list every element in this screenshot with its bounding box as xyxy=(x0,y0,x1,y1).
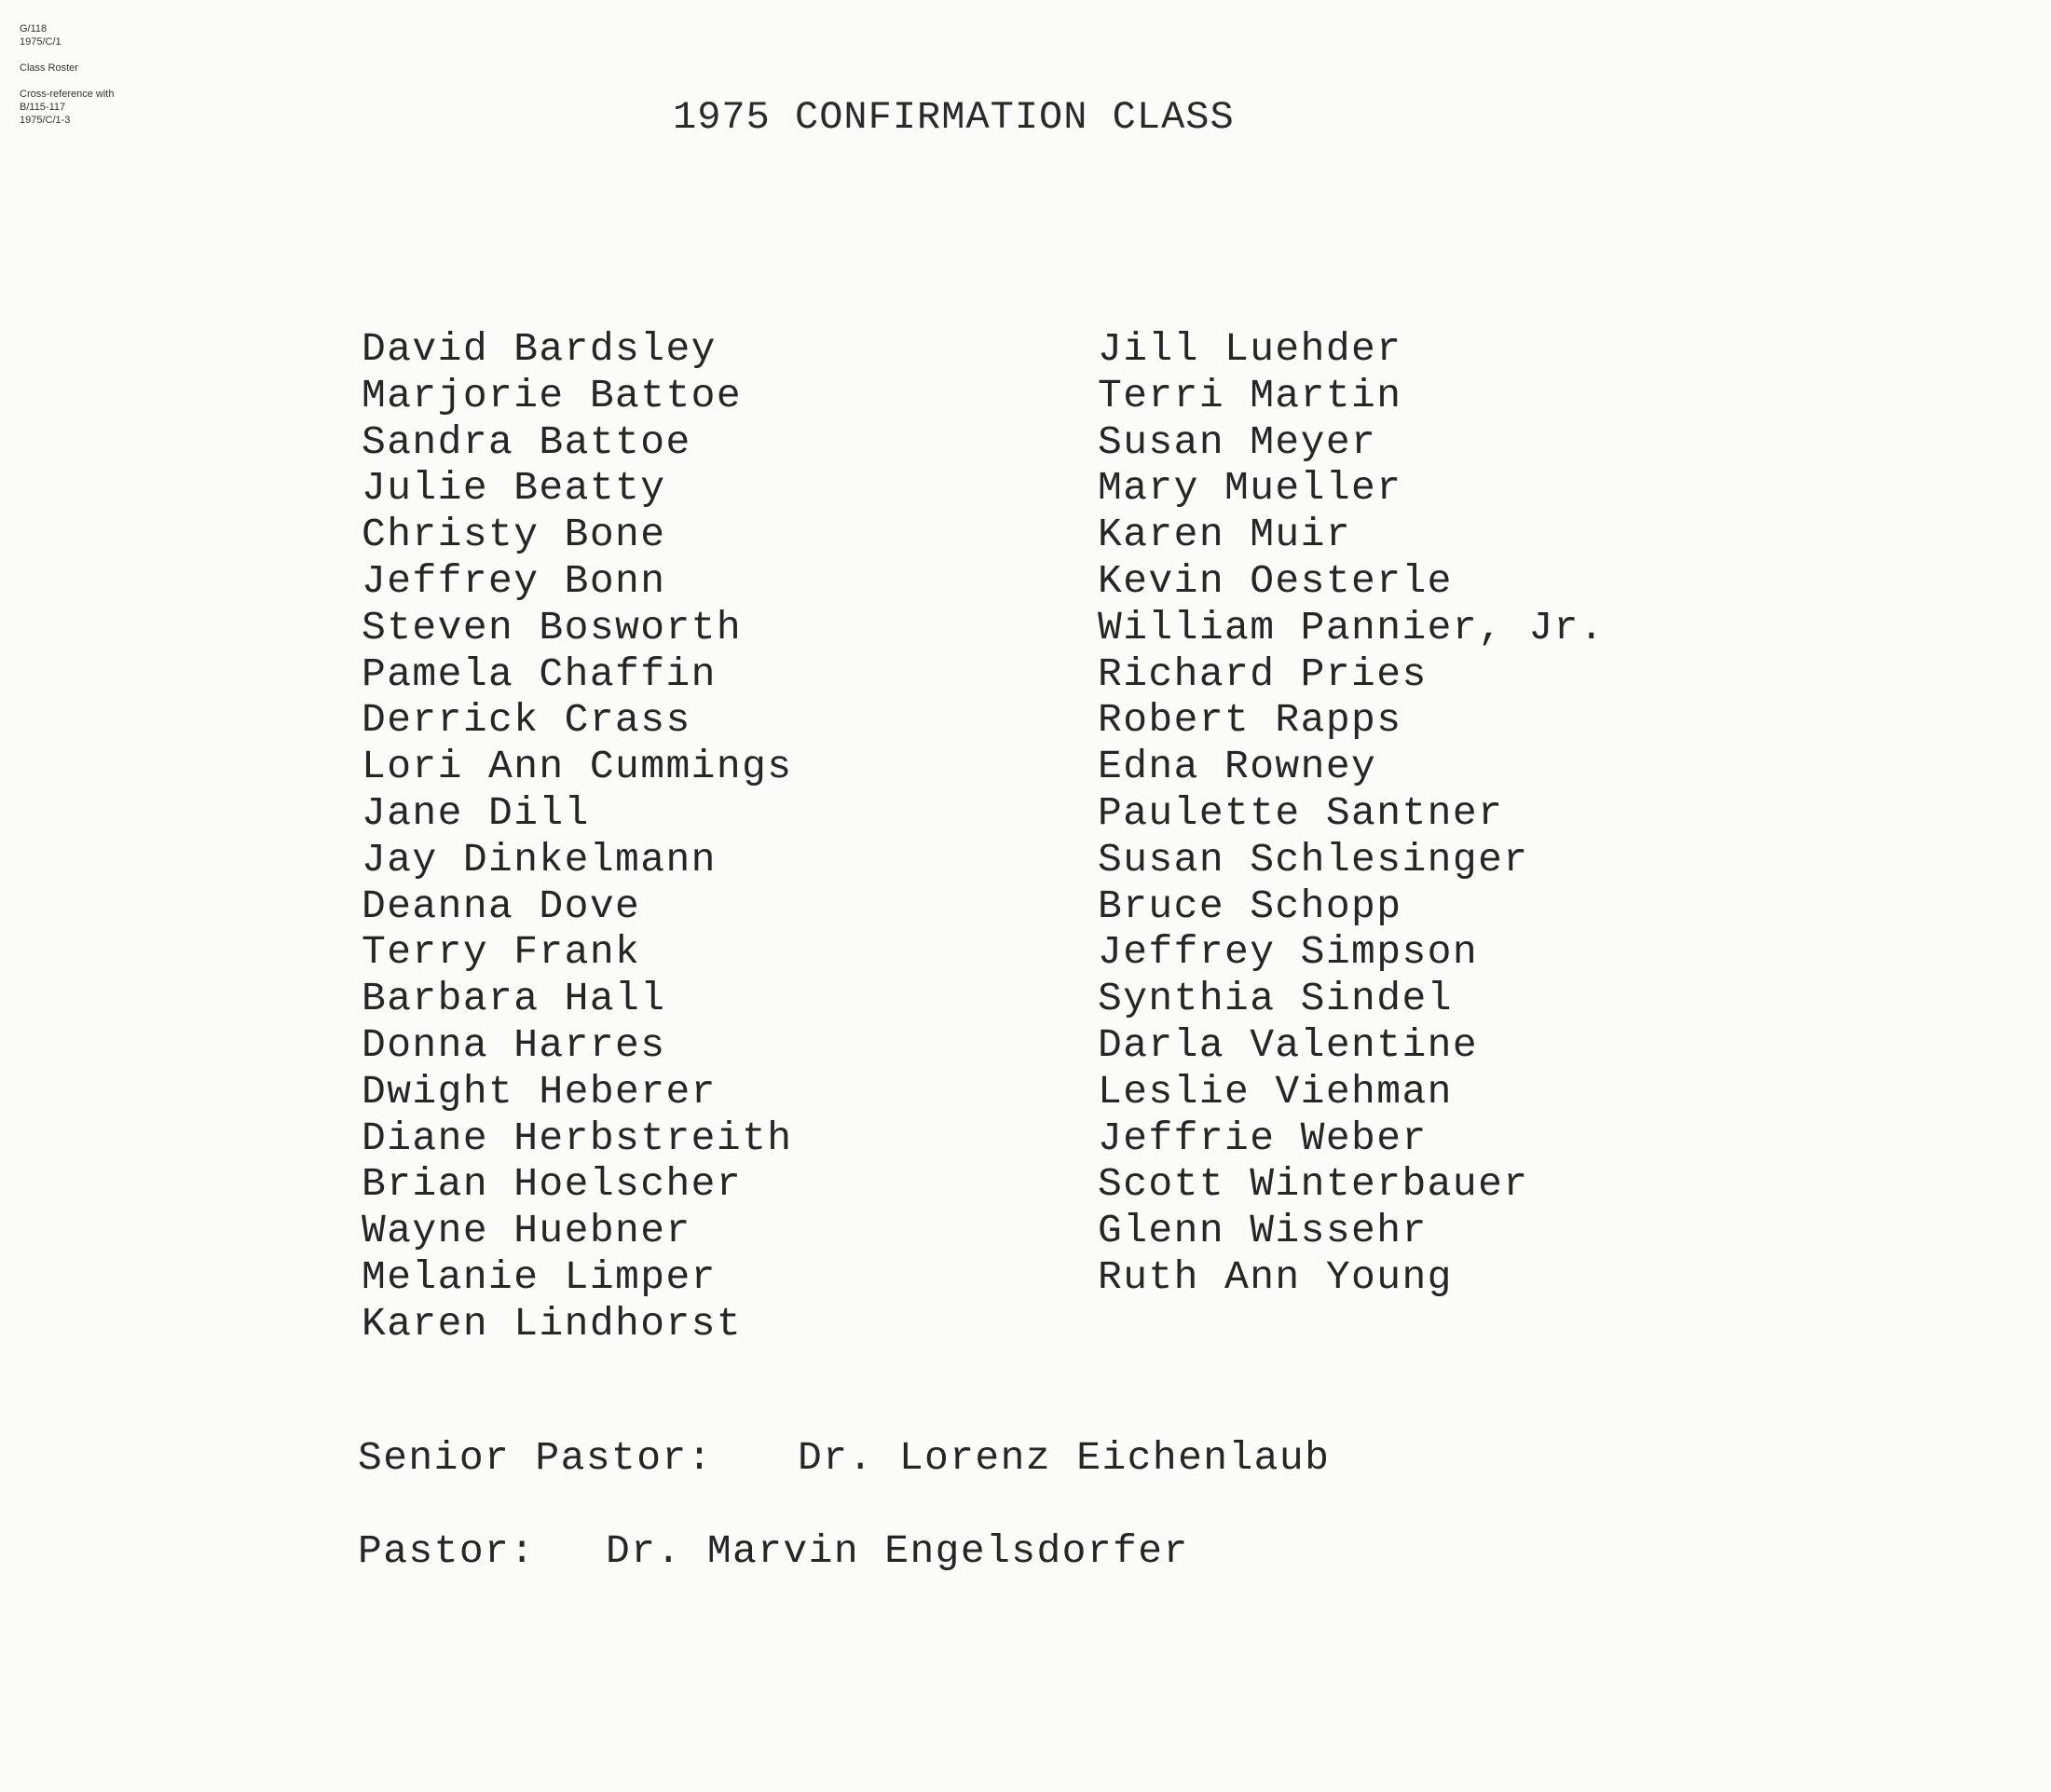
cross-reference-code-1: B/115-117 xyxy=(20,102,66,113)
roster-name: Scott Winterbauer xyxy=(1098,1161,1529,1208)
archive-code: G/118 xyxy=(20,23,48,34)
roster-name: Susan Schlesinger xyxy=(1098,836,1529,882)
roster-name: Pamela Chaffin xyxy=(362,650,717,697)
pastor-line xyxy=(358,1528,1189,1574)
roster-name: Marjorie Battoe xyxy=(362,372,743,418)
roster-name: Donna Harres xyxy=(362,1021,666,1068)
roster-name: Jay Dinkelmann xyxy=(362,836,717,882)
senior-pastor-name: Dr. Lorenz Eichenlaub xyxy=(798,1435,1331,1481)
roster-name: Brian Hoelscher xyxy=(362,1161,743,1208)
roster-name: Lori Ann Cummings xyxy=(362,744,793,790)
roster-left-column xyxy=(362,326,792,1347)
roster-name: Jeffrie Weber xyxy=(1098,1115,1428,1161)
roster-name: Melanie Limper xyxy=(362,1253,717,1300)
roster-name: Jeffrey Bonn xyxy=(362,557,666,604)
roster-name: Ruth Ann Young xyxy=(1098,1253,1453,1300)
roster-name: Leslie Viehman xyxy=(1098,1068,1453,1115)
roster-name: Barbara Hall xyxy=(362,976,666,1022)
roster-name: Synthia Sindel xyxy=(1098,976,1453,1022)
roster-right-column xyxy=(1098,326,1605,1301)
roster-name: Robert Rapps xyxy=(1098,697,1402,744)
roster-name: Karen Lindhorst xyxy=(362,1300,743,1347)
roster-name: Deanna Dove xyxy=(362,882,641,929)
roster-name: Christy Bone xyxy=(362,512,666,558)
roster-name: William Pannier, Jr. xyxy=(1098,604,1606,650)
roster-name: Glenn Wissehr xyxy=(1098,1208,1428,1254)
roster-name: Julie Beatty xyxy=(362,465,666,512)
roster-name: Bruce Schopp xyxy=(1098,882,1402,929)
roster-name: Paulette Santner xyxy=(1098,789,1504,836)
cross-reference-code-2: 1975/C/1-3 xyxy=(20,115,71,126)
roster-name: Steven Bosworth xyxy=(362,604,743,650)
roster-name: Sandra Battoe xyxy=(362,418,691,465)
roster-name: Kevin Oesterle xyxy=(1098,557,1453,604)
roster-name: Darla Valentine xyxy=(1098,1021,1479,1068)
roster-name: Jane Dill xyxy=(362,789,590,836)
senior-pastor-line xyxy=(358,1435,1330,1481)
roster-name: Jill Luehder xyxy=(1098,326,1402,372)
senior-pastor-label: Senior Pastor: xyxy=(358,1435,713,1481)
archive-reference-note xyxy=(20,22,114,127)
roster-name: Dwight Heberer xyxy=(362,1068,717,1115)
cross-reference-label: Cross-reference with xyxy=(20,89,115,100)
roster-name: Mary Mueller xyxy=(1098,465,1402,512)
pastor-name: Dr. Marvin Engelsdorfer xyxy=(606,1528,1189,1574)
roster-name: Derrick Crass xyxy=(362,697,691,744)
roster-name: David Bardsley xyxy=(362,326,717,372)
roster-name: Edna Rowney xyxy=(1098,744,1377,790)
roster-name: Susan Meyer xyxy=(1098,418,1377,465)
roster-name: Wayne Huebner xyxy=(362,1208,691,1254)
roster-name: Terri Martin xyxy=(1098,372,1402,418)
roster-name: Jeffrey Simpson xyxy=(1098,929,1479,976)
pastor-label: Pastor: xyxy=(358,1528,536,1574)
archive-category: Class Roster xyxy=(20,62,78,74)
roster-name: Richard Pries xyxy=(1098,650,1428,697)
roster-name: Karen Muir xyxy=(1098,512,1352,558)
page-title: 1975 CONFIRMATION CLASS xyxy=(673,95,1235,140)
archive-year-code: 1975/C/1 xyxy=(20,36,62,48)
roster-name: Diane Herbstreith xyxy=(362,1115,793,1161)
roster-name: Terry Frank xyxy=(362,929,641,976)
